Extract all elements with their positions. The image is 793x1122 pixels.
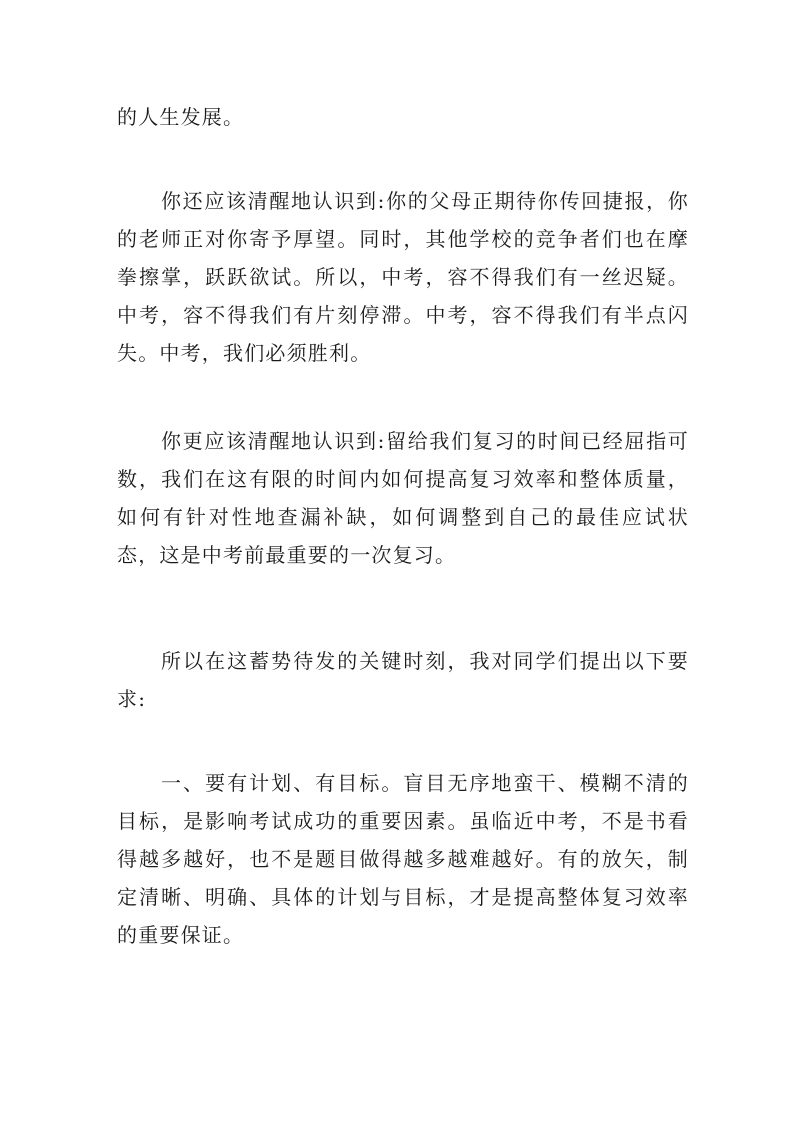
paragraph-plan-goals: 一、要有计划、有目标。盲目无序地蛮干、模糊不清的目标，是影响考试成功的重要因素。虽临近中考，不是书看得越多越好，也不是题目做得越多越难越好。有的放矢，制定清晰、明确、具体的计划与目标，才是提高整体复习效率的重要保证。 — [117, 771, 689, 947]
paragraph-parents-teachers: 你还应该清醒地认识到:你的父母正期待你传回捷报，你的老师正对你寄予厚望。同时，其他学校的竞争者们也在摩拳擦掌，跃跃欲试。所以，中考，容不得我们有一丝迟疑。中考，容不得我们有片刻停滞。中考，容不得我们有半点闪失。中考，我们必须胜利。 — [117, 189, 689, 365]
paragraph-continuation: 的人生发展。 — [117, 105, 245, 129]
paragraph-requirements-intro: 所以在这蓄势待发的关键时刻，我对同学们提出以下要求: — [117, 649, 689, 711]
paragraph-review-time: 你更应该清醒地认识到:留给我们复习的时间已经屈指可数，我们在这有限的时间内如何提高复习效率和整体质量，如何有针对性地查漏补缺，如何调整到自己的最佳应试状态，这是中考前最重要的一次复习。 — [117, 429, 689, 567]
